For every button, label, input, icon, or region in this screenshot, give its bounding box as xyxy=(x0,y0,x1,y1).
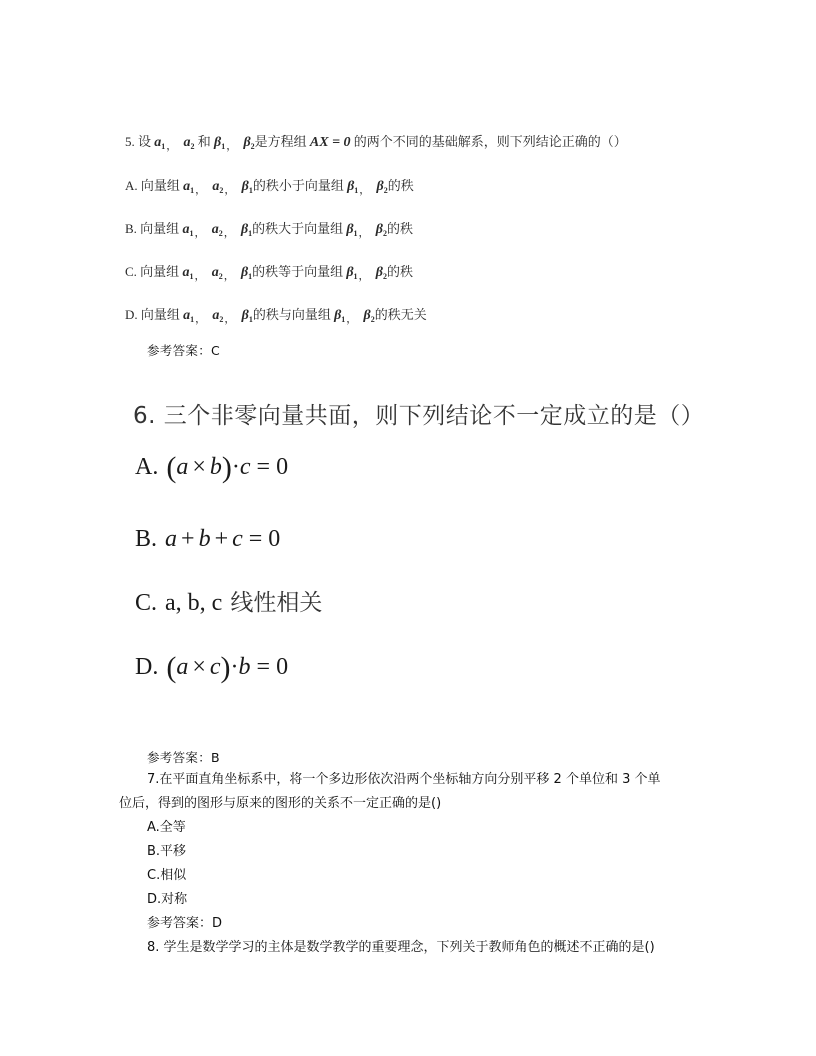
alpha-1: $a_1$ xyxy=(154,135,166,151)
option-text: 向量组 xyxy=(140,307,180,322)
question-5-option-b: B. 向量组 $a_{1,}$ $a_{2,}$ $\beta_1$的秩大于向量组 $\beta_{1,}$ $\beta_2$的秩 xyxy=(125,221,413,239)
option-label: D. xyxy=(125,307,138,322)
option-label: B. xyxy=(135,526,158,552)
paren-right: ) xyxy=(220,651,231,684)
option-text: 的秩 xyxy=(387,178,414,193)
paren-left: ( xyxy=(166,651,177,684)
option-text: 的秩小于向量组 xyxy=(252,178,344,193)
option-label: D. xyxy=(135,654,159,680)
question-7-stem-line-1: 7.在平面直角坐标系中，将一个多边形依次沿两个坐标轴方向分别平移 2 个单位和 3 个单 xyxy=(147,772,661,787)
question-5-option-c: C. 向量组 $a_{1,}$ $a_{2,}$ $\beta_1$的秩等于向量组 $\beta_{1,}$ $\beta_2$的秩 xyxy=(125,264,413,282)
option-label: A. xyxy=(125,178,138,193)
plus-operator: + xyxy=(214,526,229,552)
question-7-option-d: D.对称 xyxy=(147,892,188,907)
beta-1: $\beta_1$ xyxy=(241,308,253,324)
q5-prefix: 5. 设 xyxy=(125,134,152,149)
cross-operator: × xyxy=(192,654,206,680)
question-5-stem xyxy=(125,131,627,153)
beta-1: $\beta_1$ xyxy=(347,179,359,195)
dot-operator: · xyxy=(230,654,239,680)
beta-1: $\beta_1$ xyxy=(240,222,253,238)
cross-operator: × xyxy=(192,454,206,480)
beta-1: $\beta_1$ xyxy=(241,179,253,195)
separator: ， xyxy=(226,140,238,152)
q5-and: 和 xyxy=(197,134,211,149)
question-7-stem-line-2: 位后，得到的图形与原来的图形的关系不一定正确的是() xyxy=(119,796,442,811)
beta-1: $\beta_1$ xyxy=(346,265,358,281)
question-5-option-a: A. 向量组 $a_{1,}$ $a_{2,}$ $\beta_1$的秩小于向量组 $\beta_{1,}$ $\beta_2$的秩 xyxy=(125,178,414,196)
option-label: C. xyxy=(125,264,137,279)
option-text: 线性相关 xyxy=(230,590,323,616)
question-6-answer: 参考答案：B xyxy=(147,750,220,765)
alpha-2: $a_2$ xyxy=(183,135,195,151)
question-5-option-d: D. 向量组 $a_{1,}$ $a_{2,}$ $\beta_1$的秩与向量组 $\beta_{1,}$ $\beta_2$的秩无关 xyxy=(125,307,427,325)
option-text: 的秩 xyxy=(386,264,413,279)
q5-suffix: 的两个不同的基础解系，则下列结论正确的（） xyxy=(353,134,627,149)
beta-2: $\beta_2$ xyxy=(243,135,255,151)
alpha-2: $a_2$ xyxy=(211,222,223,238)
alpha-1: $a_1$ xyxy=(182,222,194,238)
question-6-option-a: A. (a × b)·c = 0 xyxy=(135,451,289,484)
option-text: 向量组 xyxy=(140,178,180,193)
beta-2: $\beta_2$ xyxy=(375,222,387,238)
question-7-option-b: B.平移 xyxy=(147,844,187,859)
alpha-2: $a_2$ xyxy=(211,265,223,281)
option-text: 向量组 xyxy=(140,264,180,279)
paren-right: ) xyxy=(221,451,232,484)
question-8-stem: 8. 学生是数学学习的主体是数学教学的重要理念，下列关于教师角色的概述不正确的是() xyxy=(147,940,655,955)
dot-operator: · xyxy=(231,454,240,480)
option-label: C. xyxy=(135,590,158,616)
equals-zero: = 0 xyxy=(248,526,281,552)
question-5-answer: 参考答案：C xyxy=(147,343,221,358)
question-6-stem: 6. 三个非零向量共面，则下列结论不一定成立的是（） xyxy=(133,403,705,429)
option-text: 的秩无关 xyxy=(374,307,427,322)
question-6-option-d: D. (a × c)·b = 0 xyxy=(135,651,289,684)
beta-1: $\beta_1$ xyxy=(346,222,358,238)
beta-1: $\beta_1$ xyxy=(240,265,253,281)
equals-zero: = 0 xyxy=(256,654,289,680)
option-text: 的秩大于向量组 xyxy=(252,221,344,236)
option-text: 的秩 xyxy=(386,221,413,236)
q5-mid: 是方程组 xyxy=(254,134,307,149)
option-text: 的秩与向量组 xyxy=(252,307,331,322)
alpha-1: $a_1$ xyxy=(182,265,194,281)
option-text: 的秩等于向量组 xyxy=(252,264,344,279)
question-7-option-a: A.全等 xyxy=(147,820,186,835)
option-label: A. xyxy=(135,454,159,480)
option-text: 向量组 xyxy=(140,221,180,236)
beta-1: $\beta_1$ xyxy=(334,308,346,324)
question-6-option-c xyxy=(135,584,322,617)
beta-1: $\beta_1$ xyxy=(214,135,226,151)
alpha-1: $a_1$ xyxy=(183,308,195,324)
paren-left: ( xyxy=(166,451,177,484)
plus-operator: + xyxy=(181,526,195,552)
beta-2: $\beta_2$ xyxy=(376,179,388,195)
alpha-1: $a_1$ xyxy=(183,179,195,195)
separator: ， xyxy=(166,140,178,152)
equation-ax0: AX = 0 xyxy=(309,135,351,150)
beta-2: $\beta_2$ xyxy=(363,308,375,324)
option-vars: a, b, c xyxy=(165,590,223,616)
question-7-answer: 参考答案：D xyxy=(147,916,223,931)
alpha-2: $a_2$ xyxy=(212,179,224,195)
option-label: B. xyxy=(125,221,137,236)
question-6-option-b: B. a + b + c = 0 xyxy=(135,526,281,552)
equals-zero: = 0 xyxy=(256,454,289,480)
question-7-option-c: C.相似 xyxy=(147,868,187,883)
alpha-2: $a_2$ xyxy=(212,308,224,324)
beta-2: $\beta_2$ xyxy=(375,265,387,281)
